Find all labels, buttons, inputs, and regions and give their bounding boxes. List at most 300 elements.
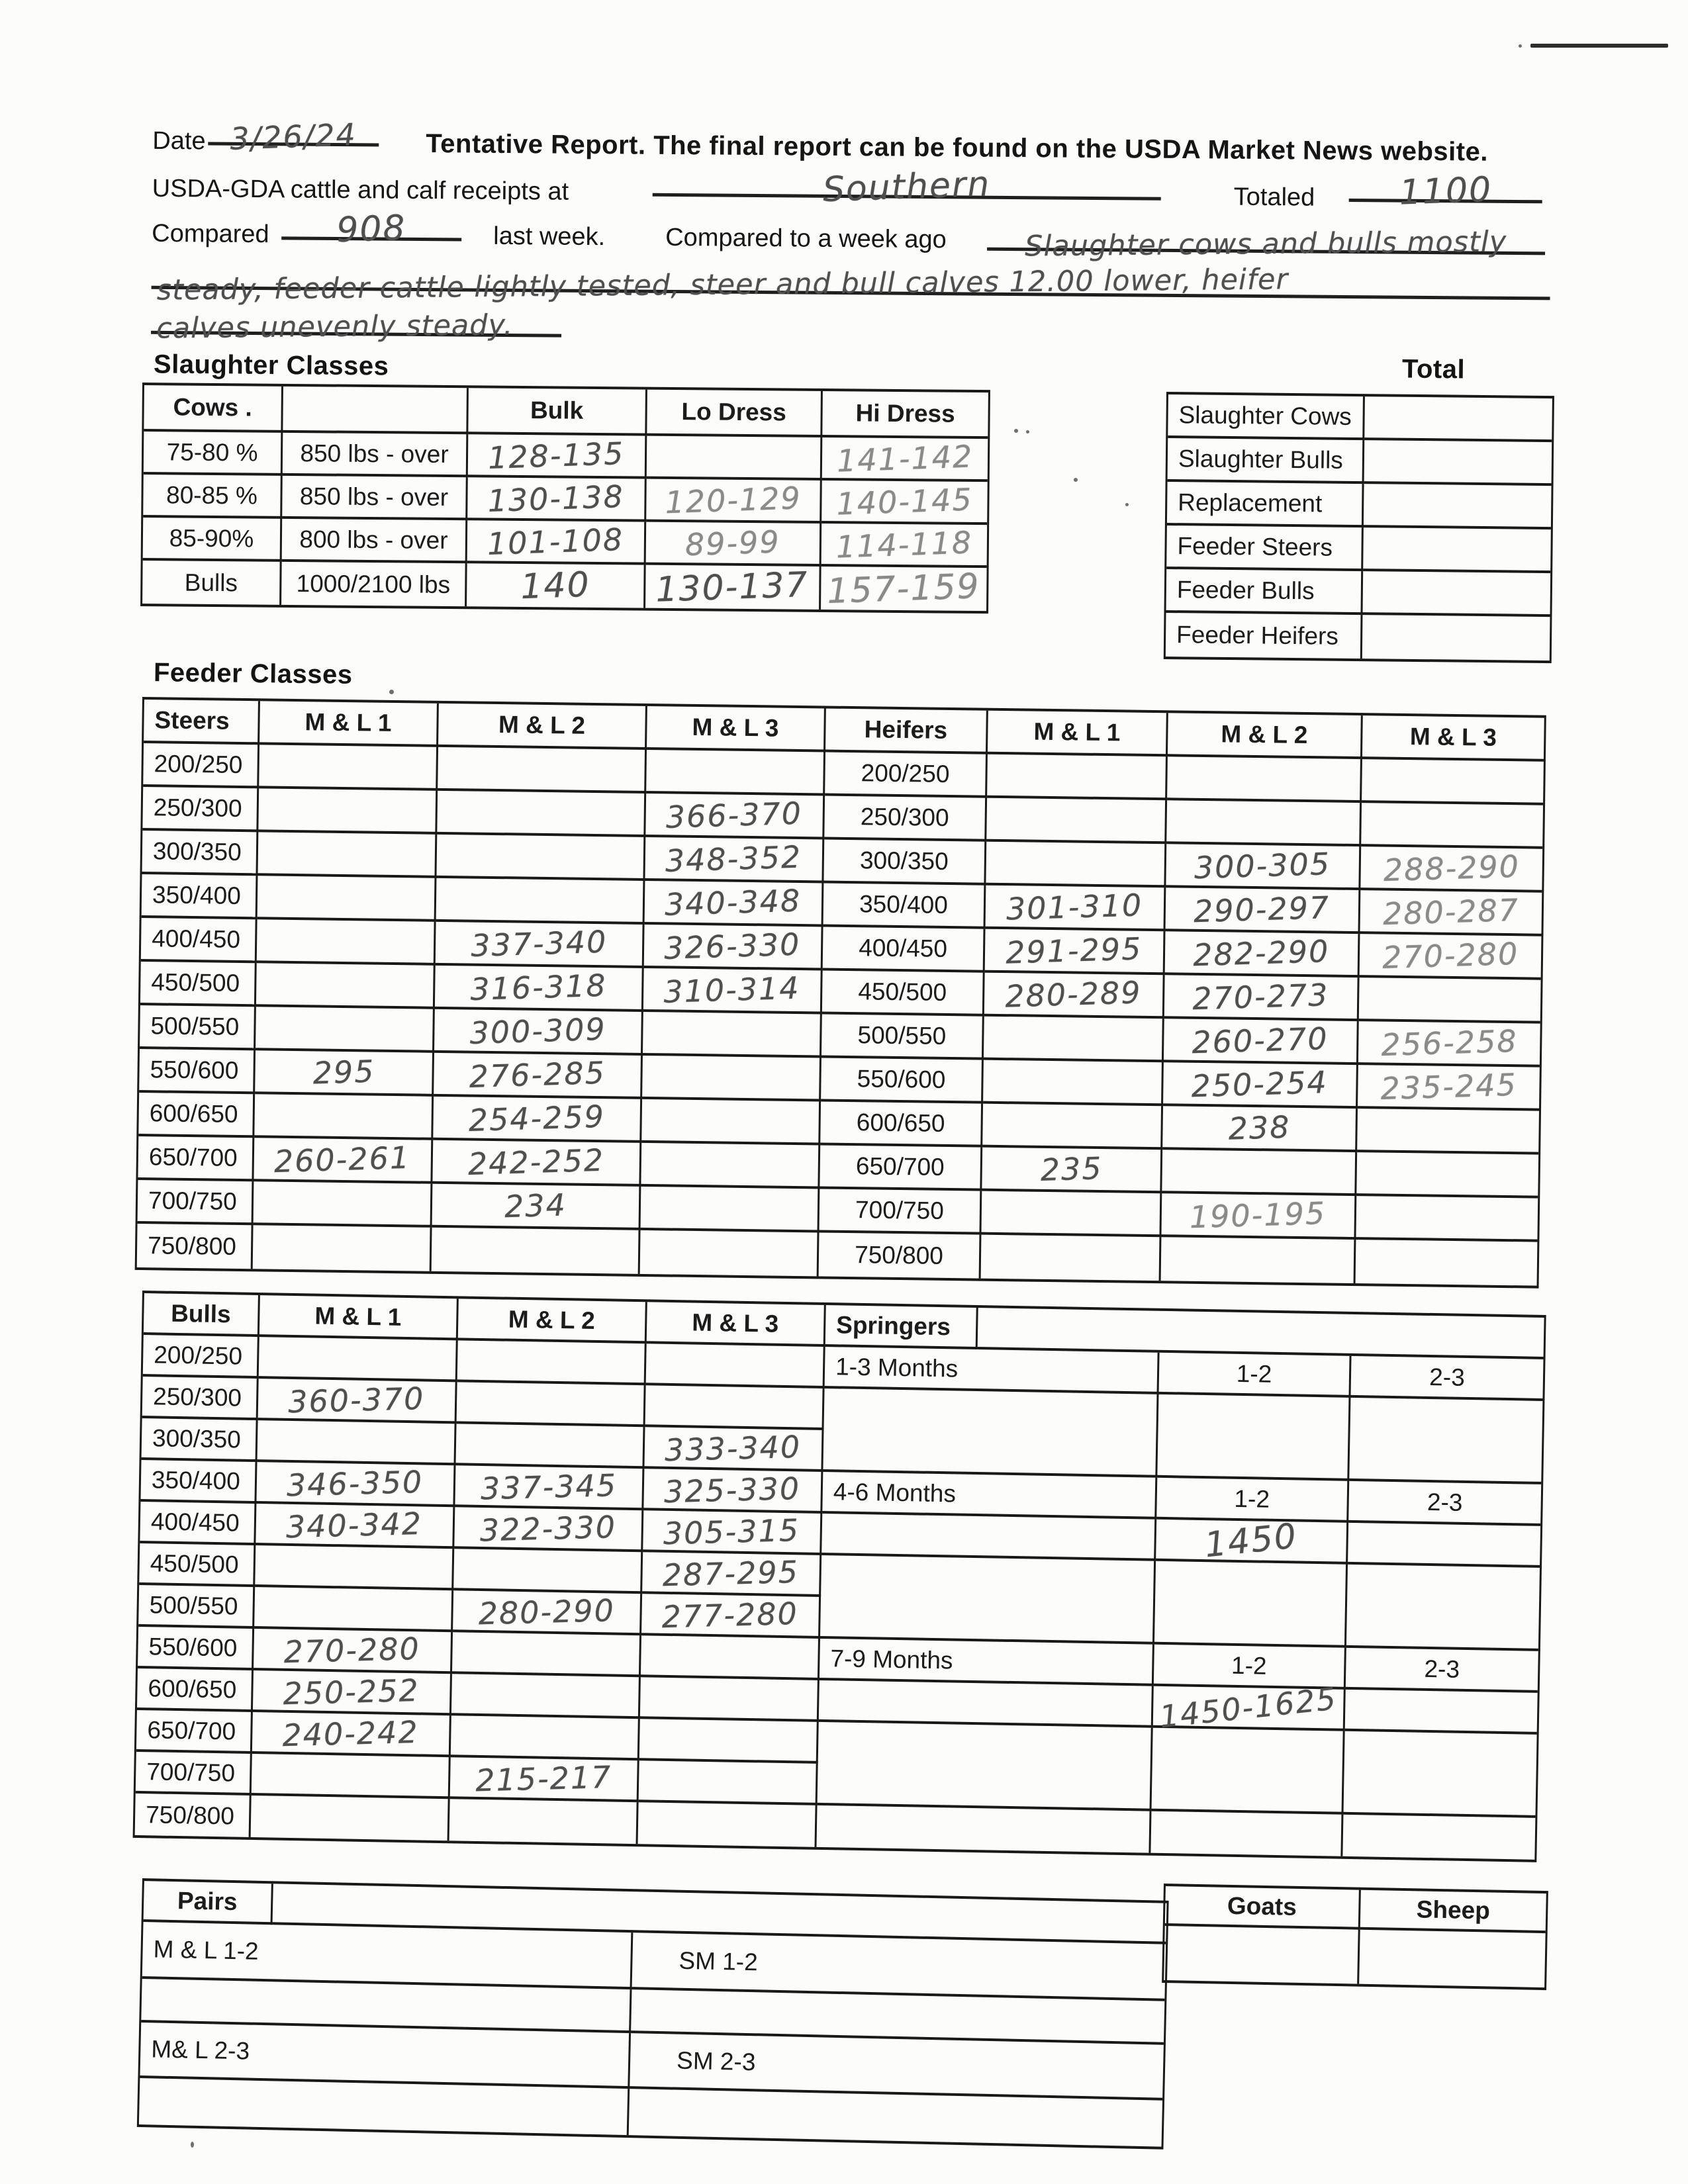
price-cell (639, 1760, 818, 1805)
pairs-table (137, 1878, 1169, 2150)
weight-label: 300/350 (142, 831, 258, 876)
price-cell (1358, 1065, 1540, 1111)
feeder-section-title: Feeder Classes (153, 658, 353, 690)
col-header: M & L 2 (458, 1298, 647, 1343)
weight-label: 600/650 (138, 1093, 255, 1138)
price-cell (467, 563, 646, 608)
note-line3: calves unevenly steady. (156, 308, 514, 345)
price-cell (1357, 1109, 1539, 1155)
weight-label: 200/250 (825, 752, 988, 798)
location-value: Southern (822, 164, 992, 210)
total-value-cell (1364, 440, 1552, 486)
price-cell (986, 886, 1166, 932)
weight-label: 250/300 (824, 796, 987, 842)
handwritten-price: 316-318 (469, 967, 608, 1008)
price-cell (645, 565, 821, 610)
total-row-label: Slaughter Cows (1168, 394, 1365, 440)
price-cell (645, 837, 824, 884)
handwritten-price: 360-370 (287, 1380, 426, 1420)
handwritten-price: 114-118 (835, 523, 973, 565)
price-cell (1164, 1019, 1359, 1065)
price-cell (1165, 887, 1360, 934)
handwritten-price: 337-345 (480, 1467, 618, 1506)
handwritten-price: 291-295 (1005, 931, 1143, 971)
price-cell (254, 1181, 433, 1228)
price-cell (451, 1715, 640, 1760)
springer-value-cell (1154, 1561, 1348, 1648)
totals-table (1164, 392, 1554, 663)
note-line3-field (151, 290, 562, 345)
handwritten-price: 300-305 (1194, 846, 1332, 886)
handwritten-price: 322-330 (479, 1508, 617, 1548)
weight-label: 450/500 (139, 1543, 256, 1587)
col-header: Bulk (468, 388, 647, 435)
price-cell (1163, 1062, 1358, 1109)
price-cell (643, 1469, 823, 1514)
price-cell (256, 1504, 455, 1549)
price-cell (638, 1802, 818, 1847)
handwritten-price: 260-261 (273, 1139, 412, 1180)
price-cell (436, 835, 645, 881)
slaughter-section-title: Slaughter Classes (153, 349, 389, 381)
handwritten-price: 120-129 (664, 479, 802, 520)
price-cell (1358, 1021, 1540, 1068)
price-cell (253, 1670, 452, 1715)
handwritten-price: 280-289 (1004, 974, 1143, 1015)
handwritten-price: 238 (1227, 1109, 1291, 1147)
goats-value-cell (1164, 1926, 1360, 1984)
springer-value-cell (1346, 1565, 1540, 1651)
handwritten-price: 130-138 (487, 478, 625, 519)
handwritten-price: 141-142 (836, 437, 974, 479)
handwritten-price: 288-290 (1382, 848, 1521, 889)
handwritten-price: 140 (520, 565, 591, 607)
price-cell (646, 479, 822, 523)
total-value-cell (1362, 615, 1550, 660)
receipts-label: USDA-GDA cattle and calf receipts at (152, 174, 569, 206)
price-cell (258, 832, 437, 878)
total-value-cell (1362, 571, 1550, 617)
springer-blank-cell (823, 1388, 1158, 1478)
date-field (208, 101, 379, 157)
weight-label: 1000/2100 lbs (281, 562, 467, 606)
price-cell (254, 1629, 453, 1674)
weight-label: 300/350 (142, 1418, 258, 1462)
price-cell (1167, 756, 1362, 803)
total-row-label: Replacement (1167, 482, 1364, 527)
price-cell (643, 968, 823, 1015)
date-value: 3/26/24 (229, 116, 357, 157)
weight-label: 500/550 (138, 1585, 255, 1629)
handwritten-price: 280-287 (1382, 891, 1520, 933)
price-cell (643, 1012, 822, 1058)
price-cell (1356, 1240, 1538, 1286)
price-cell (639, 1719, 819, 1764)
totaled-value: 1100 (1398, 169, 1493, 213)
handwritten-price: 277-280 (661, 1595, 799, 1635)
springer-grade-header: 1-2 (1156, 1478, 1349, 1523)
price-cell (1360, 890, 1542, 936)
weight-label: 350/400 (142, 874, 258, 919)
handwritten-price: 256-258 (1380, 1023, 1519, 1064)
price-cell (256, 1462, 455, 1507)
col-header: M & L 3 (647, 1302, 826, 1347)
price-cell (1164, 975, 1360, 1021)
handwritten-price: 130-137 (655, 565, 810, 610)
handwritten-price: 310-314 (663, 970, 801, 1010)
note-line2: steady, feeder cattle lightly tested, steer and bull calves 12.00 lower, heifer (156, 263, 1289, 307)
weight-label: 650/700 (820, 1145, 982, 1191)
springer-blank-cell (816, 1805, 1151, 1853)
total-row-label: Feeder Heifers (1166, 613, 1363, 659)
price-cell (640, 1677, 820, 1722)
handwritten-price: 270-273 (1192, 977, 1330, 1017)
springer-value-cell (1342, 1815, 1535, 1860)
handwritten-price: 101-108 (487, 521, 625, 562)
springer-value-cell (1343, 1731, 1536, 1818)
price-cell (984, 1017, 1164, 1063)
price-cell (252, 1712, 451, 1757)
grade-label: Bulls (142, 561, 282, 605)
total-value-cell (1363, 527, 1551, 573)
sheep-value-cell (1359, 1930, 1546, 1987)
compared-value: 908 (336, 208, 407, 251)
price-cell (1356, 1152, 1538, 1199)
price-cell (257, 919, 436, 966)
springer-blank-cell (820, 1555, 1156, 1645)
price-cell (452, 1632, 641, 1677)
handwritten-price: 340-348 (664, 882, 802, 923)
handwritten-price: 215-217 (475, 1758, 612, 1798)
price-cell (254, 1138, 433, 1184)
date-label: Date (152, 126, 206, 156)
total-column-title: Total (1401, 354, 1466, 385)
note-line1-field (987, 206, 1546, 263)
price-cell (821, 480, 988, 525)
price-cell (1362, 759, 1544, 805)
price-cell (821, 523, 988, 568)
total-value-cell (1364, 396, 1552, 442)
goats-sheep-table (1162, 1884, 1548, 1990)
sheep-header: Sheep (1360, 1890, 1546, 1933)
weight-label: 850 lbs - over (283, 433, 469, 477)
weight-label: 200/250 (143, 743, 259, 788)
handwritten-price: 240-242 (282, 1713, 420, 1753)
handwritten-price: 366-370 (665, 795, 804, 835)
weight-label: 800 lbs - over (282, 519, 468, 563)
handwritten-price: 254-259 (467, 1098, 606, 1138)
handwritten-price: 235-245 (1380, 1066, 1518, 1107)
handwritten-price: 260-270 (1191, 1021, 1329, 1061)
handwritten-price: 128-135 (487, 435, 626, 476)
price-cell (640, 1230, 820, 1277)
handwritten-price: 333-340 (664, 1428, 802, 1468)
price-cell (642, 1056, 821, 1102)
springer-value-cell (1348, 1523, 1540, 1568)
price-cell (259, 1337, 458, 1382)
price-cell (255, 1050, 434, 1097)
springer-value-cell (1156, 1516, 1348, 1565)
springer-blank-cell (821, 1514, 1156, 1561)
price-cell (254, 1587, 453, 1632)
weight-label: 350/400 (823, 883, 986, 929)
handwritten-price: 140-145 (835, 480, 974, 522)
springer-blank-cell (819, 1680, 1154, 1728)
handwritten-price: 190-195 (1189, 1195, 1327, 1236)
price-cell (642, 1552, 821, 1597)
springer-blank-cell (818, 1722, 1153, 1811)
price-cell (987, 754, 1168, 801)
weight-label: 600/650 (137, 1668, 254, 1712)
compared-label: Compared (152, 219, 269, 249)
weight-label: 500/550 (140, 1005, 256, 1050)
springer-grade-header: 2-3 (1350, 1356, 1543, 1401)
handwritten-price: 348-352 (665, 839, 803, 879)
springers-header: Springers (825, 1305, 978, 1349)
handwritten-price: 250-254 (1191, 1064, 1329, 1105)
weight-label: 750/800 (135, 1794, 252, 1837)
last-week-label: last week. (493, 222, 606, 251)
price-cell (438, 747, 647, 794)
pairs-class-label: M& L 2-3 (140, 2023, 631, 2089)
price-cell (983, 1060, 1164, 1107)
price-cell (255, 1545, 454, 1590)
springer-value-cell (1153, 1680, 1346, 1735)
handwritten-price: 337-340 (470, 923, 608, 964)
col-header: M & L 1 (988, 711, 1168, 757)
price-cell (251, 1796, 450, 1841)
price-cell (982, 1148, 1162, 1194)
price-cell (641, 1099, 821, 1146)
price-cell (467, 477, 647, 522)
weight-label: 350/400 (140, 1460, 257, 1504)
springer-value-cell (1345, 1690, 1538, 1735)
weight-label: 700/750 (819, 1189, 982, 1234)
price-cell (643, 1510, 822, 1555)
handwritten-price: 89-99 (684, 523, 781, 563)
total-value-cell (1364, 484, 1552, 529)
springer-age-label: 1-3 Months (825, 1347, 1160, 1394)
price-cell (646, 750, 825, 796)
price-cell (985, 929, 1166, 976)
weight-label: 450/500 (822, 970, 985, 1016)
total-row-label: Slaughter Bulls (1168, 438, 1365, 484)
weight-label: 500/550 (821, 1014, 984, 1060)
price-cell (981, 1191, 1162, 1238)
price-cell (437, 791, 646, 837)
weight-label: 250/300 (142, 1377, 259, 1420)
price-cell (982, 1104, 1163, 1150)
price-cell (1161, 1237, 1356, 1283)
compared-field (281, 195, 462, 251)
price-cell (986, 798, 1167, 844)
price-cell (455, 1424, 645, 1469)
handwritten-price: 300-309 (469, 1011, 607, 1051)
price-cell (258, 788, 438, 835)
col-header: M & L 2 (1168, 713, 1363, 759)
pairs-class-label: M & L 1-2 (142, 1922, 633, 1989)
springer-grade-header: 1-2 (1154, 1645, 1346, 1690)
springer-value-cell (1150, 1811, 1343, 1856)
handwritten-price: 157-159 (826, 566, 981, 612)
price-cell (436, 878, 645, 925)
price-cell (645, 794, 825, 840)
handwritten-price: 1450-1625 (1158, 1680, 1339, 1735)
price-cell (644, 925, 823, 971)
price-cell (453, 1590, 642, 1635)
weight-label: 650/700 (138, 1136, 254, 1181)
springer-value-cell (1349, 1398, 1542, 1484)
handwritten-price: 326-330 (663, 926, 802, 966)
slaughter-table (140, 383, 990, 614)
handwritten-price: 282-290 (1192, 933, 1331, 974)
total-row-label: Feeder Steers (1166, 525, 1364, 571)
springer-value-cell (1157, 1394, 1350, 1481)
springer-value-cell (1152, 1728, 1345, 1815)
weight-label: 700/750 (136, 1752, 252, 1796)
totaled-field (1349, 158, 1543, 213)
price-cell (645, 1385, 825, 1430)
col-header: Lo Dress (647, 390, 823, 437)
price-cell (646, 1343, 825, 1388)
weight-label: 400/450 (141, 918, 258, 963)
handwritten-price: 340-342 (285, 1505, 424, 1545)
price-cell (451, 1674, 641, 1719)
bulls-springers-table (133, 1291, 1546, 1862)
handwritten-price: 301-310 (1006, 887, 1144, 927)
price-cell (1360, 934, 1542, 980)
tentative-note: Tentative Report. The final report can be found on the USDA Market News website. (426, 129, 1489, 167)
price-cell (432, 1184, 641, 1230)
pairs-class-label: SM 1-2 (632, 1933, 1166, 2001)
weight-label: 200/250 (143, 1335, 259, 1379)
springer-age-label: 7-9 Months (820, 1639, 1154, 1686)
handwritten-price: 1450 (1203, 1516, 1300, 1565)
price-cell (644, 1427, 823, 1472)
price-cell (258, 1420, 457, 1465)
handwritten-price: 325-330 (663, 1470, 802, 1510)
price-cell (1162, 1150, 1357, 1196)
weight-label: 850 lbs - over (282, 476, 468, 520)
weight-label: 400/450 (823, 927, 986, 972)
price-cell (1360, 846, 1542, 893)
col-header: M & L 3 (647, 706, 826, 752)
week-ago-label: Compared to a week ago (665, 223, 947, 254)
price-cell (258, 876, 437, 922)
col-header: Hi Dress (822, 391, 988, 439)
price-cell (984, 973, 1165, 1019)
price-cell (1162, 1106, 1358, 1152)
heifers-header: Heifers (825, 709, 988, 754)
weight-label: 450/500 (140, 962, 257, 1007)
handwritten-price: 235 (1039, 1150, 1103, 1188)
handwritten-price: 270-280 (283, 1630, 421, 1670)
price-cell (1356, 1196, 1538, 1242)
springer-grade-header: 1-2 (1158, 1353, 1351, 1398)
price-cell (641, 1594, 821, 1639)
handwritten-price: 242-252 (467, 1142, 605, 1182)
springer-age-label: 4-6 Months (822, 1472, 1157, 1520)
price-cell (455, 1465, 644, 1510)
price-cell (1166, 844, 1361, 890)
weight-label: 700/750 (138, 1180, 254, 1225)
pairs-class-label: SM 2-3 (630, 2033, 1164, 2101)
springer-grade-header: 2-3 (1348, 1481, 1541, 1526)
grade-label: 80-85 % (143, 475, 283, 519)
handwritten-price: 270-280 (1382, 935, 1519, 976)
totaled-label: Totaled (1233, 183, 1315, 212)
price-cell (645, 881, 824, 927)
col-header: M & L 1 (259, 701, 439, 747)
price-cell (641, 1635, 820, 1680)
price-cell (256, 1007, 435, 1053)
bulls-header: Bulls (144, 1293, 260, 1337)
price-cell (1361, 803, 1543, 849)
note-line1: Slaughter cows and bulls mostly (1025, 225, 1507, 263)
handwritten-price: 287-295 (662, 1553, 800, 1593)
price-cell (253, 1225, 432, 1271)
steers-header: Steers (144, 700, 260, 745)
price-cell (450, 1757, 639, 1802)
col-header: M & L 1 (259, 1295, 459, 1340)
price-cell (433, 1097, 642, 1143)
price-cell (254, 1094, 434, 1140)
price-cell (252, 1754, 451, 1799)
handwritten-price: 234 (504, 1187, 567, 1225)
handwritten-price: 305-315 (663, 1512, 801, 1551)
price-cell (468, 434, 647, 478)
price-cell (981, 1235, 1162, 1281)
price-cell (454, 1507, 643, 1552)
handwritten-price: 346-350 (286, 1463, 424, 1503)
handwritten-price: 295 (312, 1053, 375, 1091)
goats-header: Goats (1165, 1886, 1361, 1930)
price-cell (434, 1053, 643, 1099)
springer-grade-header: 2-3 (1346, 1648, 1538, 1693)
col-header: M & L 2 (438, 704, 647, 750)
price-cell (449, 1799, 639, 1844)
price-cell (986, 842, 1166, 888)
price-cell (457, 1340, 647, 1385)
col-header: M & L 3 (1362, 715, 1544, 762)
price-cell (1359, 978, 1541, 1024)
price-cell (259, 745, 438, 791)
price-cell (467, 520, 647, 565)
handwritten-price: 280-290 (477, 1592, 616, 1631)
weight-label: 650/700 (136, 1710, 253, 1754)
pairs-header: Pairs (144, 1881, 273, 1925)
price-cell (647, 436, 823, 480)
price-cell (821, 567, 987, 611)
weight-label: 600/650 (820, 1101, 983, 1147)
total-row-label: Feeder Bulls (1166, 569, 1364, 615)
price-cell (1166, 800, 1362, 846)
weight-label: 550/600 (139, 1049, 256, 1094)
price-cell (432, 1228, 641, 1274)
weight-label: 250/300 (142, 787, 259, 832)
weight-label: 750/800 (137, 1224, 254, 1269)
price-cell (641, 1187, 820, 1233)
price-cell (646, 522, 822, 567)
pairs-blank-cell (139, 2078, 630, 2135)
weight-label: 300/350 (823, 840, 986, 886)
price-cell (822, 437, 988, 482)
price-cell (436, 922, 645, 968)
location-field (653, 152, 1162, 210)
feeder-table (135, 697, 1546, 1289)
price-cell (641, 1143, 820, 1189)
price-cell (435, 966, 644, 1012)
